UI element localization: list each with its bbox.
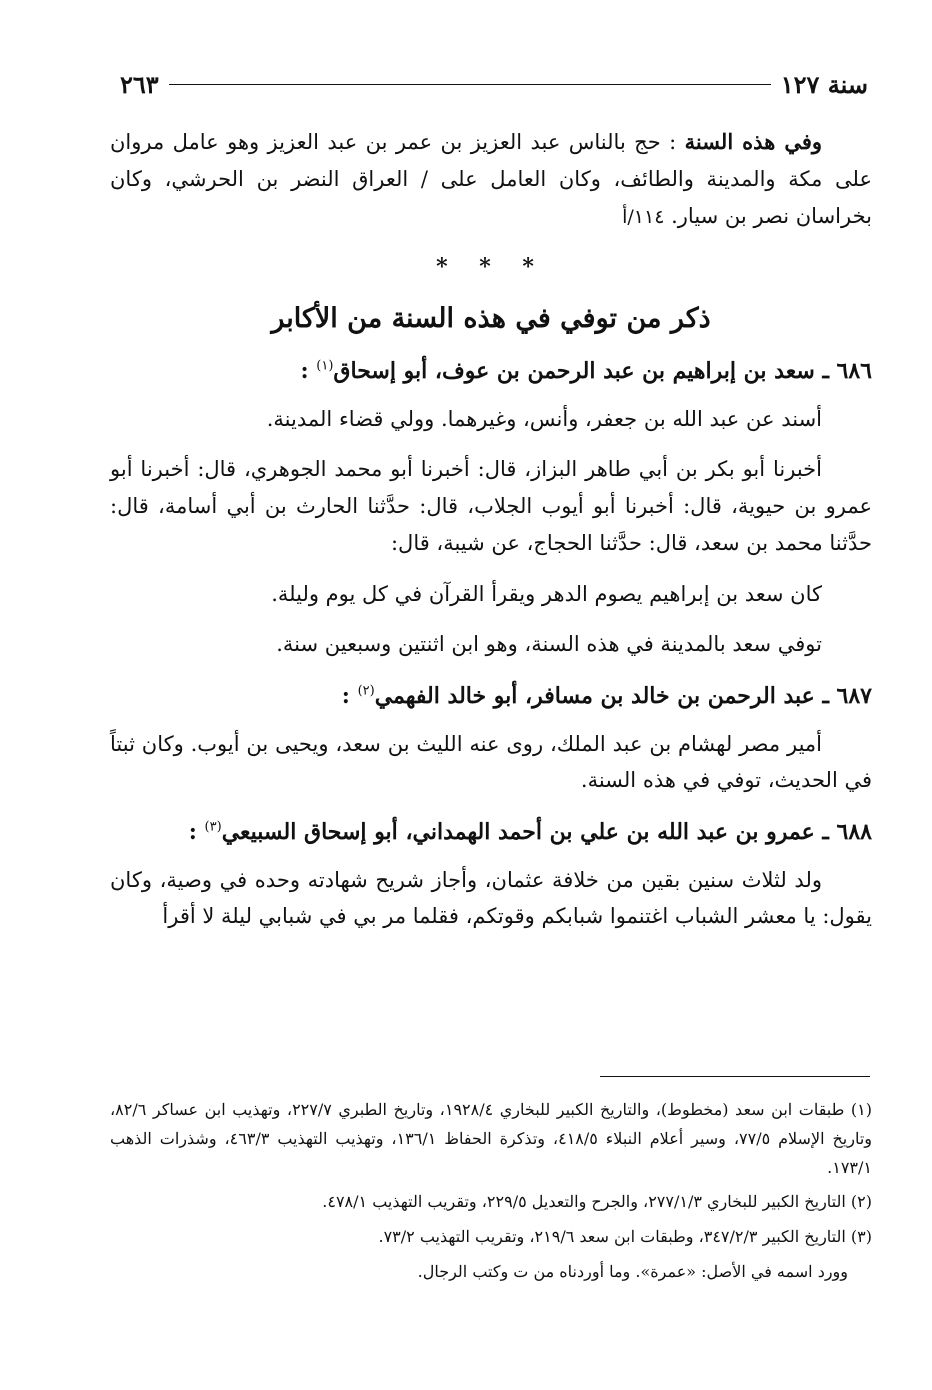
- entry-paragraph: أسند عن عبد الله بن جعفر، وأنس، وغيرهما. وولي قضاء المدينة.: [266, 406, 822, 431]
- entry-heading-text: ٦٨٨ ـ عمرو بن عبد الله بن علي بن أحمد الهمداني، أبو إسحاق السبيعي: [221, 819, 872, 845]
- entry-heading: [110, 813, 872, 852]
- running-header-year: سنة ١٢٧: [780, 69, 868, 99]
- footnote-marker: (٣): [204, 819, 222, 835]
- running-header: [120, 64, 868, 104]
- margin-folio-ref: ١١٤/أ: [622, 205, 665, 228]
- header-rule: [169, 84, 771, 85]
- intro-paragraph: [110, 124, 872, 234]
- footnotes: [110, 1096, 872, 1293]
- footnote-continuation: وورد اسمه في الأصل: «عمرة». وما أوردناه من ت وكتب الرجال.: [417, 1261, 848, 1281]
- main-text: [110, 124, 872, 949]
- entry-heading: [110, 677, 872, 716]
- footnote: (٣) التاريخ الكبير ٣٤٧/٢/٣، وطبقات ابن سعد ٢١٩/٦، وتقريب التهذيب ٧٣/٢.: [378, 1227, 872, 1247]
- section-separator: * * *: [436, 254, 546, 281]
- footnote: (٢) التاريخ الكبير للبخاري ٢٧٧/١/٣، والجرح والتعديل ٢٢٩/٥، وتقريب التهذيب ٤٧٨/١.: [322, 1192, 872, 1212]
- footnote-rule: [600, 1076, 870, 1077]
- entry-heading-text: ٦٨٦ ـ سعد بن إبراهيم بن عبد الرحمن بن عوف، أبو إسحاق: [333, 358, 872, 384]
- entry-heading: [110, 352, 872, 391]
- section-title: ذكر من توفي في هذه السنة من الأكابر: [271, 302, 711, 334]
- entry-paragraph: ولد لثلاث سنين بقين من خلافة عثمان، وأجاز شريح شهادته وحده في وصية، وكان يقول: يا معشر الشباب اغتنموا شبابكم وقوتكم، فقلما مر بي في شبابي ليلة لا أقرأ: [110, 867, 872, 929]
- entry-paragraph: أمير مصر لهشام بن عبد الملك، روى عنه الليث بن سعد، ويحيى بن أيوب. وكان ثبتاً في الحديث، توفي في هذه السنة.: [110, 731, 872, 793]
- entry-paragraph: أخبرنا أبو بكر بن أبي طاهر البزاز، قال: أخبرنا أبو محمد الجوهري، قال: أخبرنا أبو عمرو بن حيوية، قال: أخبرنا أبو أيوب الجلاب، قال: حدَّثنا الحارث بن أبي أسامة، قال: حدَّثنا محمد بن سعد، قال: حدَّثنا الحجاج، عن شيبة، قال:: [110, 457, 872, 555]
- entry-paragraph: كان سعد بن إبراهيم يصوم الدهر ويقرأ القرآن في كل يوم وليلة.: [271, 581, 822, 606]
- intro-text: : حج بالناس عبد العزيز بن عمر بن عبد العزيز وهو عامل مروان على مكة والمدينة والطائف، وكان العامل على / العراق النضر بن الحرشي، وكان بخراسان نصر بن سيار.: [110, 130, 872, 228]
- intro-lead: وفي هذه السنة: [684, 129, 822, 154]
- entry-heading-suffix: :: [300, 358, 309, 384]
- entry-heading-suffix: :: [341, 683, 350, 709]
- entry-heading-suffix: :: [188, 819, 197, 845]
- entry-heading-text: ٦٨٧ ـ عبد الرحمن بن خالد بن مسافر، أبو خالد الفهمي: [374, 683, 872, 709]
- footnote: (١) طبقات ابن سعد (مخطوط)، والتاريخ الكبير للبخاري ١٩٢٨/٤، وتاريخ الطبري ٢٢٧/٧، وتهذيب ابن عساكر ٨٢/٦، وتاريخ الإسلام ٧٧/٥، وسير أعلام النبلاء ٤١٨/٥، وتذكرة الحفاظ ١٣٦/١، وتهذيب التهذيب ٤٦٣/٣، وشذرات الذهب ١٧٣/١.: [110, 1100, 873, 1177]
- page-number: ٢٦٣: [120, 69, 159, 99]
- entry-paragraph: توفي سعد بالمدينة في هذه السنة، وهو ابن اثنتين وسبعين سنة.: [276, 632, 822, 657]
- footnote-marker: (٢): [357, 683, 375, 699]
- footnote-marker: (١): [316, 358, 334, 374]
